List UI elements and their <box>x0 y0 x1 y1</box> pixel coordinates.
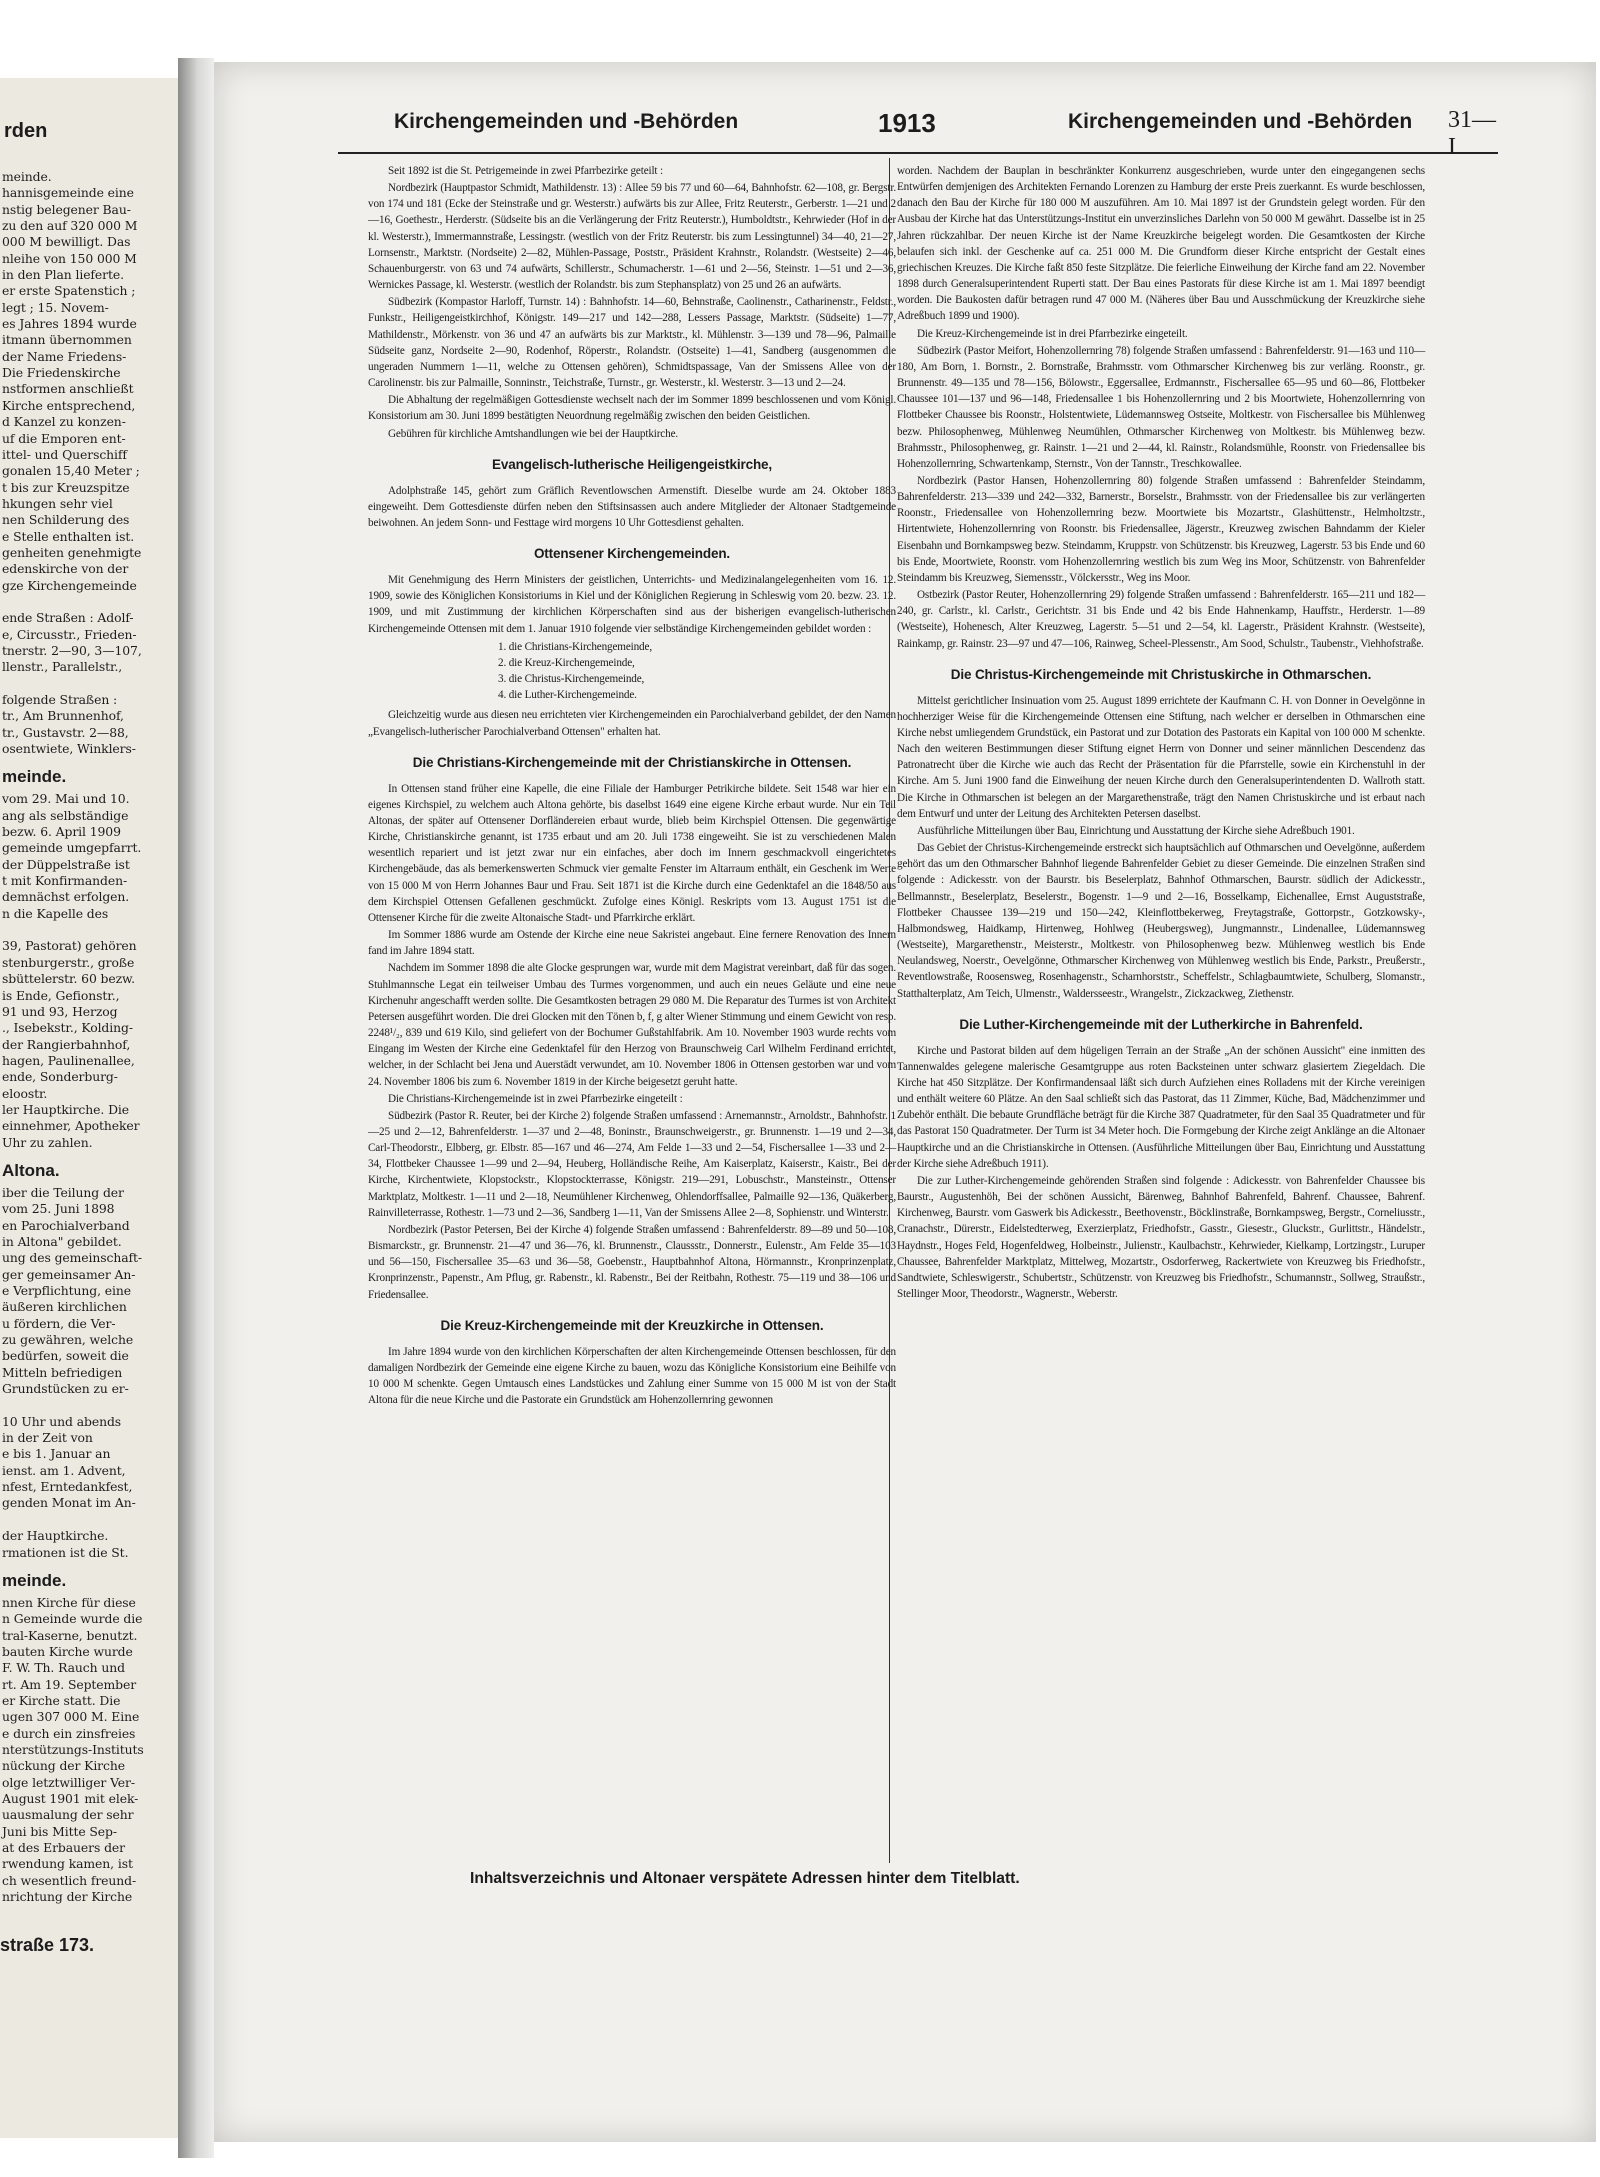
list-item: 3. die Christus-Kirchengemeinde, <box>498 673 645 686</box>
facing-page-line: tnerstr. 2—90, 3—107, <box>2 642 142 658</box>
facing-page-line: er erste Spatenstich ; <box>2 283 136 299</box>
facing-page-line: bedürfen, soweit die <box>2 1348 129 1364</box>
facing-page-line: edenskirche von der <box>2 561 129 577</box>
section-heading-kreuzkirche: Die Kreuz-Kirchengemeinde mit der Kreuzkirche in Ottensen. <box>440 1317 824 1333</box>
facing-page-line: Grundstücken zu er- <box>2 1381 129 1397</box>
facing-page-line: gze Kirchengemeinde <box>2 577 137 593</box>
facing-page-heading-2: meinde. <box>2 767 67 787</box>
paragraph: Kirche und Pastorat bilden auf dem hügeligen Terrain an der Straße „An der schönen Aussicht" eine inmitten des Tannenwaldes gelegene malerische Gesamtgruppe aus roten Backsteinen unter schwarz glasiertem Ziegeldach. Die Kirche hat 450 Sitzplätze. Der Konfirmandensaal läßt sich durch Aufziehen eines Rolladens mit der Kirche vereinigen und enthält weitere 60 Plätze. An den Saal schließt sich das Pastorat, das 11 Zimmer, Küche, Bad, Mädchenzimmer und Zubehör enthält. Die bebaute Grundfläche beträgt für die Kirche 387 Quadratmeter, für den Saal 35 Quadratmeter und für das Pastorat 150 Quadratmeter. Der Turm ist 34 Meter hoch. Die Formgebung der Kirche zeigt Anklänge an die Altonaer Hauptkirche und an die Christianskirche in Ottensen. (Ausführliche Mitteilungen über Bau, Einrichtung und Ausstattung der Kirche siehe Adreßbuch 1911). <box>897 1044 1425 1170</box>
facing-page-line: August 1901 mit elek- <box>2 1790 139 1806</box>
header-right-title: Kirchengemeinden und -Behörden <box>1068 110 1413 133</box>
facing-page-line: Mitteln befriedigen <box>2 1364 123 1380</box>
facing-page-line <box>0 922 178 938</box>
facing-page-line: bezw. 6. April 1909 <box>2 824 121 840</box>
facing-page-line: t mit Konfirmanden- <box>2 873 128 889</box>
facing-page-line: Juni bis Mitte Sep- <box>2 1823 117 1839</box>
facing-page-line: der Hauptkirche. <box>2 1528 109 1544</box>
facing-page-line: in der Zeit von <box>2 1430 93 1446</box>
facing-page-line: nleihe von 150 000 M <box>2 250 137 266</box>
facing-page-line: 000 M bewilligt. Das <box>2 234 131 250</box>
facing-page-line: folgende Straßen : <box>2 692 118 707</box>
facing-page-line: nfest, Erntedankfest, <box>2 1479 133 1495</box>
facing-page-line: ang als selbständige <box>2 807 129 823</box>
facing-page-line: in Altona" gebildet. <box>2 1233 122 1249</box>
paragraph: Gleichzeitig wurde aus diesen neu errichteten vier Kirchengemeinden ein Parochialverband gebildet, der den Namen „Evangelisch-lutherischer Parochialverband Ottensen" erhalten hat. <box>368 709 896 738</box>
facing-page-line: uf die Emporen ent- <box>2 430 126 446</box>
paragraph: Ausführliche Mitteilungen über Bau, Einrichtung und Ausstattung der Kirche siehe Adreßbuch 1901. <box>917 824 1355 837</box>
facing-page-line <box>0 1397 178 1413</box>
facing-page-line: ger gemeinsamer An- <box>2 1266 136 1282</box>
facing-page-line: vom 25. Juni 1898 <box>2 1201 115 1217</box>
facing-page-line: hannisgemeinde eine <box>2 185 134 201</box>
section-heading-heiligengeistkirche: Evangelisch-lutherische Heiligengeistkirche, <box>492 456 772 472</box>
paragraph: Gebühren für kirchliche Amtshandlungen wie bei der Hauptkirche. <box>388 427 679 440</box>
facing-page-line: osentwiete, Winklers- <box>2 741 136 757</box>
facing-page-line: nückung der Kirche <box>2 1758 125 1774</box>
facing-page-line: e, Circusstr., Frieden- <box>2 626 137 642</box>
facing-page-line: rwendung kamen, ist <box>2 1856 133 1872</box>
running-header <box>338 107 1498 160</box>
facing-page-line: tr., Gustavstr. 2—88, <box>2 724 129 740</box>
facing-page-line: meinde. <box>2 169 52 184</box>
facing-page-line: demnächst erfolgen. <box>2 889 130 905</box>
section-heading-christuskirche: Die Christus-Kirchengemeinde mit Christuskirche in Othmarschen. <box>950 666 1372 682</box>
facing-page-line: einnehmer, Apotheker <box>2 1118 140 1134</box>
facing-page-line: uausmalung der sehr <box>2 1807 134 1823</box>
facing-page-line: tr., Am Brunnenhof, <box>2 708 124 724</box>
facing-page-line: n die Kapelle des <box>2 905 109 921</box>
facing-page-line: e durch ein zinsfreies <box>2 1725 136 1741</box>
section-heading-ottensener: Ottensener Kirchengemeinden. <box>533 546 731 562</box>
facing-page-line: hkungen sehr viel <box>2 495 113 511</box>
facing-page-line: nterstützungs-Instituts <box>2 1741 144 1757</box>
facing-page-line: legt ; 15. Novem- <box>2 299 109 315</box>
paragraph: Nachdem im Sommer 1898 die alte Glocke gesprungen war, wurde mit dem Magistrat vereinbart, daß für das sogen. Stuhlmannsche Legat ein teilweiser Umbau des Turmes vorgenommen, und auch ein neues Geläute und eine neue Kirchenuhr angeschafft werden sollte. Die Gesamtkosten betragen 29 080 M. Die Reparatur des Turmes ist von Architekt Petersen ausgeführt worden. Die drei Glocken mit den Tönen b, f, g alter Wiener Stimmung und einem Gewicht von resp. 2248¹/₂, 839 und 619 Kilo, sind geliefert von der Bochumer Gußstahlfabrik. Am 10. November 1903 wurde rechts vom Eingang im Westen der Kirche eine Gedenktafel für den Herzog von Braunschweig Carl Wilhelm Ferdinand errichtet, welcher, in der Schlacht bei Jena und Auerstädt verwundet, am 10. November 1806 in Ottensen gestorben war und vom 24. November 1806 bis zum 6. November 1819 in der Kirche beigesetzt geruht hatte. <box>368 962 896 1088</box>
facing-page-line: rt. Am 19. September <box>2 1676 137 1692</box>
facing-page-line: ung des gemeinschaft- <box>2 1250 142 1266</box>
facing-page-title: rden <box>4 120 48 142</box>
section-heading-christianskirche: Die Christians-Kirchengemeinde mit der Christianskirche in Ottensen. <box>412 754 852 770</box>
paragraph: Im Jahre 1894 wurde von den kirchlichen Körperschaften der alten Kirchengemeinde Ottensen beschlossen, für den damaligen Nordbezirk der Gemeinde eine eigene Kirche zu bauen, wozu das Königliche Konsistorium eine Beihilfe von 10 000 M schenkte. Gegen Umtausch eines Landstückes und Zahlung einer Summe von 15 000 M ist von der Stadt Altona für die neue Kirche und die Pastorate ein Grundstück am Hohenzollernring gewonnen <box>368 1345 896 1407</box>
facing-page-line: nstformen anschließt <box>2 381 134 397</box>
facing-page-line: en Parochialverband <box>2 1217 130 1233</box>
book-binding-shadow <box>178 58 214 2158</box>
paragraph: Ostbezirk (Pastor Reuter, Hohenzollernring 29) folgende Straßen umfassend : Bahrenfelderstr. 165—211 und 182—240, gr. Carlstr., kl. Carlstr., Gerichtstr. 31 bis Ende und 42 bis Ende Hahnenkamp, Hauffstr., Herderstr. 1—89 (Westseite), Hohenesch, Alter Kreuzweg, Lagerstr. 5—51 und 2—54, kl. Lagerstr., Präsident Krahnstr. (Westseite), Rainkamp, gr. Rainstr. 23—97 und 47—106, Rainweg, Scheel-Plessenstr., Am Sood, Schulstr., Taubenstr., Viehhofstraße. <box>897 589 1425 650</box>
facing-page-line: nstig belegener Bau- <box>2 201 131 217</box>
section-heading-lutherkirche: Die Luther-Kirchengemeinde mit der Lutherkirche in Bahrenfeld. <box>959 1016 1363 1032</box>
facing-page-line: bauten Kirche wurde <box>2 1643 133 1659</box>
paragraph: Die zur Luther-Kirchengemeinde gehörenden Straßen sind folgende : Adickesstr. von Bahrenfelder Chaussee bis Baurstr., Augustenhöh, Bei der schönen Aussicht, Bärenweg, Bahnhof Bahrenfeld, Bahrenf. Chaussee, Bahrenf. Kirchenweg, Baurstr. vom Gaswerk bis Adickesstr., Beethovenstr., Böcklinstraße, Bornkampsweg, Bergstr., Corneliusstr., Cranachstr., Dürerstr., Eidelstedterweg, Exerzierplatz, Friedhofstr., Gasstr., Giesestr., Gluckstr., Gurlittstr., Händelstr., Haydnstr., Hoges Feld, Hogenfeldweg, Holbeinstr., Julienstr., Kaulbachstr., Kehrwieder, Kielkamp, Lortzingstr., Luruper Chaussee, Bahrenfelder Marktplatz, Mittelweg, Mozartstr., Osdorferweg, Rackertwiete von Kreuzweg bis Friedhofstr., Sandtwiete, Schleswigerstr., Schubertstr., Schützenstr. von Kreuzweg bis Friedhofstr., Schumannstr., Sollweg, Straußstr., Stellinger Moor, Theodorstr., Wagnerstr., Weberstr. <box>897 1174 1425 1300</box>
facing-page-line <box>0 594 178 610</box>
facing-page-line: sbüttelerstr. 60 bezw. <box>2 971 135 987</box>
paragraph: Südbezirk (Pastor R. Reuter, bei der Kirche 2) folgende Straßen umfassend : Arnemannstr., Arnoldstr., Bahnhofstr. 1—25 und 2—12, Bahrenfelderstr. 1—37 und 2—48, Boninstr., Braunschweigerstr., gr. Brunnenstr. 1—19 und 2—34, Carl-Theodorstr., Elbberg, gr. Elbstr. 85—167 und 46—274, Am Felde 1—33 und 2—54, Fischersallee 1—33 und 2—34, Flottbeker Chaussee 1—99 und 2—94, Heuberg, Holländische Reihe, Am Kaiserplatz, Kaiserstr., Kaistr., Bei der Kirche, Kirchentwiete, Klopstockstr., Klopstockterrasse, Königstr. 219—291, Lobuschstr., Mansteinstr., Ottenser Marktplatz, Moltkestr. 1—11 und 2—18, Neumühlener Kirchenweg, Ohlendorffsallee, Palmaille 92—136, Quäkerberg, Rainvilleterrasse, Rothestr. 1—73 und 2—36, Sandberg 1—11, Van der Smissens Allee 2—8, Sophienstr. und Winterstr. <box>368 1109 896 1219</box>
paragraph: Nordbezirk (Pastor Hansen, Hohenzollernring 80) folgende Straßen umfassend : Bahrenfelder Steindamm, Bahrenfelderstr. 213—339 und 242—332, Barnerstr., Borselstr., Brahmsstr. von der Friedensallee bis zur verlängerten Roonstr., Friedensallee von Hohenzollernring bezw. Moortwiete bis Mozartstr., Glashüttenstr., Helmholtzstr., Hirtentwiete, Hohenzollernring von Roonstr. bis Friedensallee, Jägerstr., Kreuzweg zwischen Bahndamm der Kieler Eisenbahn und Bornkampsweg bezw. Steindamm, Kruppstr. von Schützenstr. bis Kreuzweg, Lagerstr. 53 bis Ende und 60 bis Ende, Moortwiete, Roonstr. vom Hohenzollernring westlich bis zum Weg ins Moor, Schützenstr. von Bahrenfelder Steindamm bis Kreuzweg, Siemensstr., Völckersstr., Weg ins Moor. <box>897 474 1425 584</box>
facing-page-line: er Kirche statt. Die <box>2 1692 121 1708</box>
facing-page-line: es Jahres 1894 wurde <box>2 316 137 332</box>
facing-page-line: is Ende, Gefionstr., <box>2 987 120 1003</box>
facing-page-line: der Name Friedens- <box>2 348 127 364</box>
facing-page-line: der Rangierbahnhof, <box>2 1036 131 1052</box>
facing-page-line: at des Erbauers der <box>2 1840 125 1855</box>
facing-page-line: der Düppelstraße ist <box>2 856 130 872</box>
list-item: 4. die Luther-Kirchengemeinde. <box>498 689 637 702</box>
facing-page-line: ugen 307 000 M. Eine <box>2 1709 140 1725</box>
paragraph: Die Kreuz-Kirchengemeinde ist in drei Pfarrbezirke eingeteilt. <box>917 327 1188 340</box>
facing-page-block-4 <box>0 1595 178 1906</box>
facing-page-line: genden Monat im An- <box>2 1495 136 1511</box>
paragraph: Die Abhaltung der regelmäßigen Gottesdienste wechselt nach der im Sommer 1899 beschlossenen und vom Königl. Konsistorium am 30. Juni 1899 bestätigten Neuordnung regelmäßig zwischen den beiden Geistlichen. <box>368 394 896 423</box>
list-item: 1. die Christians-Kirchengemeinde, <box>498 640 652 653</box>
paragraph: Südbezirk (Pastor Meifort, Hohenzollernring 78) folgende Straßen umfassend : Bahrenfelderstr. 91—163 und 110—180, Am Born, 1. Bornstr., 2. Bornstraße, Brahmsstr. vom Othmarscher Kirchenweg bis zur verläng. Roonstr., gr. Brunnenstr. 49—135 und 78—156, Bölowstr., Eggersallee, Erdmannstr., Fischersallee 65—95 und 60—86, Flottbeker Chaussee 101—137 und 96—148, Friedensallee 1 bis Hohenzollernring und 2 bis Moortwiete, Hohenzollernring von Flottbeker Chaussee bis Roonstr., Holstentwiete, Lüdemannsweg Ostseite, Moltkestr. von Fischersallee bis Mühlenweg bezw. Philosophenweg, Mühlenweg Neumühlen, Othmarscher Kirchenweg von Moltkestr. bis Mühlenweg bezw. Brahmsstr., Philosophenweg, gr. Rainstr. 1—21 und 2—44, kl. Rainstr., Rolandsmühle, Roonstr. von Friedensallee bis Hohenzollernring, Schwartenkamp, Sternstr., Von der Tannstr., Treschkowallee. <box>897 344 1425 470</box>
paragraph: Nordbezirk (Pastor Petersen, Bei der Kirche 4) folgende Straßen umfassend : Bahrenfelderstr. 89—89 und 50—108, Bismarckstr., gr. Brunnenstr. 21—47 und 36—76, kl. Brunnenstr., Claussstr., Donnerstr., Eulenstr., Am Felde 35—103 und 56—150, Fischersallee 35—63 und 36—58, Goebenstr., Hauptbahnhof Altona, Hörmannstr., Kronprinzenplatz, Kronprinzenstr., Papenstr., Am Pflug, gr. Rabenstr., kl. Rabenstr., Bei der Reitbahn, Rothestr. 75—119 und 38—106 und Friedensallee. <box>368 1223 896 1301</box>
facing-page-line: d Kanzel zu konzen- <box>2 414 126 430</box>
paragraph: Die Christians-Kirchengemeinde ist in zwei Pfarrbezirke eingeteilt : <box>388 1092 683 1105</box>
paragraph: Adolphstraße 145, gehört zum Gräflich Reventlowschen Armenstift. Dieselbe wurde am 24. Oktober 1883 eingeweiht. Dem Gottesdienste dürfen neben den Stiftsinsassen auch andere Mitglieder der Altonaer Stadtgemeinde beiwohnen. An jedem Sonn- und Festtage wird morgens 10 Uhr Gottesdienst gehalten. <box>368 484 896 529</box>
facing-page-block-3 <box>0 1185 178 1561</box>
facing-page-line: e Verpflichtung, eine <box>2 1283 131 1298</box>
paragraph: Nordbezirk (Hauptpastor Schmidt, Mathildenstr. 13) : Allee 59 bis 77 und 60—64, Bahnhofstr. 62—108, gr. Bergstr. von 174 und 181 (Ecke der Steinstraße und gr. Westerstr.) aufwärts bis zur Allee, Fritz Reuterstr., Gerberstr. 1—21 und 2—16, Goethestr., Herderstr. (Südseite bis an die Verlängerung der Fritz Reuterstr.), Humboldtstr., Kehrwieder (Hof in der kl. Westerstr.), Immermannstraße, Lessingstr. (westlich von der Fritz Reuterstr. bis zum Lessingtunnel) 34—40, 21—27, Lornsenstr., Marktstr. (Nordseite) 2—82, Mühlen-Passage, Poststr., Präsident Krahnstr., Rolandstr. (Westseite) 2—46, Schauenburgerstr. von 63 und 74 aufwärts, Schillerstr., Schumacherstr. 1—61 und 2—56, Steinstr. 1—51 und 2—36, Wernickes Passage, kl. Westerstr. (westlich der Rolandstr. bis zum Stephansplatz) von 25 und 26 an aufwärts. <box>368 182 896 292</box>
page-number: 31—I <box>1448 107 1496 160</box>
facing-page-footer: straße 173. <box>0 1935 95 1956</box>
facing-page-heading-3: Altona. <box>2 1160 60 1180</box>
facing-page-line: e bis 1. Januar an <box>2 1446 111 1462</box>
facing-page-line: ler Hauptkirche. Die <box>2 1101 129 1117</box>
paragraph: In Ottensen stand früher eine Kapelle, die eine Filiale der Hamburger Petrikirche bildete. Seit 1548 war hier ein eigenes Kirchspiel, zu welchem auch Altona gehörte, bis daselbst 1649 eine eigene Kirche erbaut wurde. Nur ein Teil Altonas, der später auf Ottensener Dorfländereien erbaut wurde, blieb beim Kirchspiel Ottensen. Die gegenwärtige Kirche, Christianskirche genannt, ist 1735 erbaut und am 20. Juli 1738 eingeweiht. Sie ist zu verschiedenen Malen wesentlich repariert und ist jetzt zwar nur ein einfaches, aber doch im Innern geschmackvoll eingerichtetes Kirchengebäude, das als bemerkenswerten Schmuck vier gemalte Fenster im Altarraum enthält, ein Geschenk im Werte von 15 000 M von Herrn Johannes Baur und Frau. Seit 1871 ist die Kirche durch eine Gedenktafel an die 1848/50 aus dem Kirchspiel Ottensen Gefallenen geschmückt. Zufolge eines Königl. Reskripts vom 13. August 1751 ist die Ottensener Kirche für die zweite Altonaische Stadt- und Pfarrkirche erklärt. <box>368 782 896 924</box>
facing-page-line: eloostr. <box>2 1085 48 1101</box>
facing-page-line: 10 Uhr und abends <box>2 1413 122 1429</box>
facing-page-line: ch wesentlich freund- <box>2 1872 137 1888</box>
facing-page-line: genheiten genehmigte <box>2 544 142 560</box>
facing-page-line: zu gewähren, welche <box>2 1332 134 1348</box>
facing-page-line: gonalen 15,40 Meter ; <box>2 463 140 479</box>
facing-page-block-2 <box>0 791 178 1151</box>
list-item: 2. die Kreuz-Kirchengemeinde, <box>498 656 635 669</box>
paragraph: Südbezirk (Kompastor Harloff, Turnstr. 14) : Bahnhofstr. 14—60, Behnstraße, Caolinenstr., Catharinenstr., Feldstr., Funkstr., Heiligengeistkirchhof, Königstr. 149—217 und 142—288, Lessers Passage, Marktstr. (Südseite) 1—77, Mathildenstr., Mörkenstr. von 36 und 47 an aufwärts bis zur Marktstr., kl. Mühlenstr. 3—139 und 78—96, Palmaille Südseite ganz, Nordseite 2—90, Rodenhof, Röperstr., Rolandstr. (Ostseite) 1—41, Sandberg (ausgenommen die ungeraden Nummern 1—11, welche zu Ottensen gehören), Schmidtspassage, Van der Smissens Allee von der Carolinenstr. bis zur Palmaille, Sonninstr., Teichstraße, Turnstr., gr. Westerstr., kl. Westerstr. 3—13 und 2—24. <box>368 296 896 390</box>
facing-page-line: olge letztwilliger Ver- <box>2 1774 135 1790</box>
facing-page-line: iber die Teilung der <box>2 1184 124 1200</box>
facing-page-line: hagen, Paulinenallee, <box>2 1052 135 1068</box>
facing-page-line: nnen Kirche für diese <box>2 1594 136 1610</box>
facing-page-line: Uhr zu zahlen. <box>2 1134 93 1150</box>
facing-page-line: tral-Kaserne, benutzt. <box>2 1627 138 1643</box>
facing-page-line: in den Plan lieferte. <box>2 267 124 283</box>
facing-page-fragment <box>0 78 178 2138</box>
facing-page-line: zu den auf 320 000 M <box>2 218 138 234</box>
facing-page-line: ienst. am 1. Advent, <box>2 1462 126 1478</box>
facing-page-line: e Stelle enthalten ist. <box>2 528 135 544</box>
facing-page-line: gemeinde umgepfarrt. <box>2 840 142 856</box>
facing-page-line: t bis zur Kreuzspitze <box>2 479 130 495</box>
facing-page-line: ende Straßen : Adolf- <box>2 610 134 626</box>
paragraph: Mit Genehmigung des Herrn Ministers der geistlichen, Unterrichts- und Medizinalangelegenheiten vom 16. 12. 1909, sowie des Königlichen Konsistoriums in Kiel und der Königlichen Regierung in Schleswig vom 20. bezw. 23. 12. 1909, und mit Zustimmung der kirchlichen Körperschaften sind aus der bisherigen evangelisch-lutherischen Kirchengemeinde Ottensen mit dem 1. Januar 1910 folgende vier selbständige Kirchengemeinden gebildet worden : <box>368 574 896 635</box>
facing-page-line: rmationen ist die St. <box>2 1544 129 1560</box>
facing-page-line: 91 und 93, Herzog <box>2 1003 118 1019</box>
facing-page-line: ., Isebekstr., Kolding- <box>2 1020 133 1036</box>
paragraph: Das Gebiet der Christus-Kirchengemeinde erstreckt sich hauptsächlich auf Othmarschen und Oevelgönne, außerdem gehört das um den Othmarscher Bahnhof liegende Bahrenfelder Gebiet zu dieser Gemeinde. Die einzelnen Straßen sind folgende : Adickesstr. von der Baurstr. bis Beselerplatz, Bahnhof Othmarschen, Baurstr. südlich der Adickesstr., Bellmannstr., Beselerplatz, Beselerstr., Bogenstr. 1—9 und 2—16, Bosselkamp, Eichenallee, Ernst Auguststraße, Flottbeker Chaussee 139—219 und 150—242, Kleinflottbekerweg, Freytagstraße, Gottorpstr., Gotzkowsky-, Halbmondsweg, Haidkamp, Hirtenweg, Hohlweg (Heubergsweg), Jungmannstr., Lindenallee, Lüdemannsweg (Westseite), Margarethenstr., Meisterstr., Moltkestr. von Philosophenweg bezw. Mühlenweg westlich bis Ende Neulandsweg, Noerstr., Oevelgönne, Othmarscher Kirchenweg von Mühlenweg westlich bis Ende, Parkstr., Preußerstr., Reventlowstraße, Roosensweg, Rosenhagenstr., Scharnhorststr., Scheffelstr., Schlagbaumtwiete, Schulberg, Slomanstr., Statthalterplatz, Am Teich, Ulmenstr., Waldersseestr., Wrangelstr., Zickzackweg, Ziethenstr. <box>897 842 1425 1000</box>
paragraph: Im Sommer 1886 wurde am Ostende der Kirche eine neue Sakristei angebaut. Eine fernere Renovation des Innern fand im Jahre 1894 statt. <box>368 929 896 958</box>
paragraph: Mittelst gerichtlicher Insinuation vom 25. August 1899 errichtete der Kaufmann C. H. von Donner in Oevelgönne in hochherziger Weise für die Kirchengemeinde Ottensen eine Stiftung, nach welcher er derselben in Othmarschen eine Kirche nebst umliegendem Grundstück, ein Pastorat und zur Dotation des Pastorats ein Kapital von 100 000 M schenkte. Nach den weiteren Bestimmungen dieser Stiftung eignet Herrn von Donner und seiner männlichen Descendenz das Patronatrecht über die Kirche wie auch das Recht der Präsentation für die Pfarrstelle, sowie ein Kirchenstuhl in der Kirche. Am 5. Juni 1900 fand die Einweihung der neuen Kirche durch den Generalsuperintendenten D. Wallroth statt. Die Kirche in Othmarschen ist belegen an der Margarethenstraße, trägt den Namen Christuskirche und ist erbaut nach dem Entwurf und unter der Leitung des Architekten Petersen daselbst. <box>897 694 1425 820</box>
facing-page-heading-4: meinde. <box>2 1570 67 1590</box>
facing-page-line: itmann übernommen <box>2 332 132 348</box>
facing-page-line: n Gemeinde wurde die <box>2 1611 143 1627</box>
facing-page-line: nen Schilderung des <box>2 512 130 528</box>
facing-page-line: nrichtung der Kirche <box>2 1889 133 1905</box>
page-footer-note: Inhaltsverzeichnis und Altonaer verspätete Adressen hinter dem Titelblatt. <box>470 1870 1020 1887</box>
facing-page-line <box>0 676 178 692</box>
text-column-right <box>897 163 1425 1303</box>
facing-page-line: F. W. Th. Rauch und <box>2 1660 125 1676</box>
paragraph: worden. Nachdem der Bauplan in beschränkter Konkurrenz ausgeschrieben, wurde unter den eingegangenen sechs Entwürfen demjenigen des Architekten Fernando Lorenzen zu Hamburg der erste Preis zuerkannt. Es wurde beschlossen, danach den Bau der Kirche für 180 000 M auszuführen. Am 10. Mai 1897 ist der Grundstein gelegt worden. Für den Ausbau der Kirche hat das Unterstützungs-Institut ein unverzinsliches Darlehn von 50 000 M gewährt. Dasselbe ist in 25 Jahren rückzahlbar. Der neuen Kirche ist der Name Kreuzkirche beigelegt worden. Die Gesamtkosten der Kirche belaufen sich inkl. der Geschenke auf ca. 251 000 M. Die Grundform dieser Kirche entspricht der Gestalt eines griechischen Kreuzes. Die Kirche faßt 850 feste Sitzplätze. Die feierliche Einweihung der Kirche fand am 22. November 1898 durch Generalsuperintendent Ruperti statt. Der Bau eines Pastorats für diese Kirche ist am 1. Mai 1897 beendigt worden. Die Baukosten dafür betragen rund 47 000 M. (Näheres über Bau und Ausschmückung der Kreuzkirche siehe Adreßbuch 1899 und 1900). <box>897 165 1425 323</box>
facing-page-line <box>0 1512 178 1528</box>
facing-page-line: Kirche entsprechend, <box>2 397 136 413</box>
facing-page-block-1 <box>0 169 178 757</box>
facing-page-line: äußeren kirchlichen <box>2 1299 127 1315</box>
facing-page-line: llenstr., Parallelstr., <box>2 659 123 675</box>
facing-page-line: ittel- und Querschiff <box>2 446 127 462</box>
header-year: 1913 <box>878 108 936 138</box>
text-column-left <box>368 163 896 1409</box>
facing-page-line: Die Friedenskirche <box>2 365 121 381</box>
header-left-title: Kirchengemeinden und -Behörden <box>394 110 739 133</box>
facing-page-line: u fördern, die Ver- <box>2 1315 116 1331</box>
facing-page-line: vom 29. Mai und 10. <box>2 791 130 807</box>
facing-page-line: 39, Pastorat) gehören <box>2 938 137 954</box>
parish-list <box>368 639 896 704</box>
facing-page-line: ende, Sonderburg- <box>2 1069 118 1085</box>
facing-page-line: stenburgerstr., große <box>2 954 135 970</box>
paragraph: Seit 1892 ist die St. Petrigemeinde in zwei Pfarrbezirke geteilt : <box>388 165 663 177</box>
